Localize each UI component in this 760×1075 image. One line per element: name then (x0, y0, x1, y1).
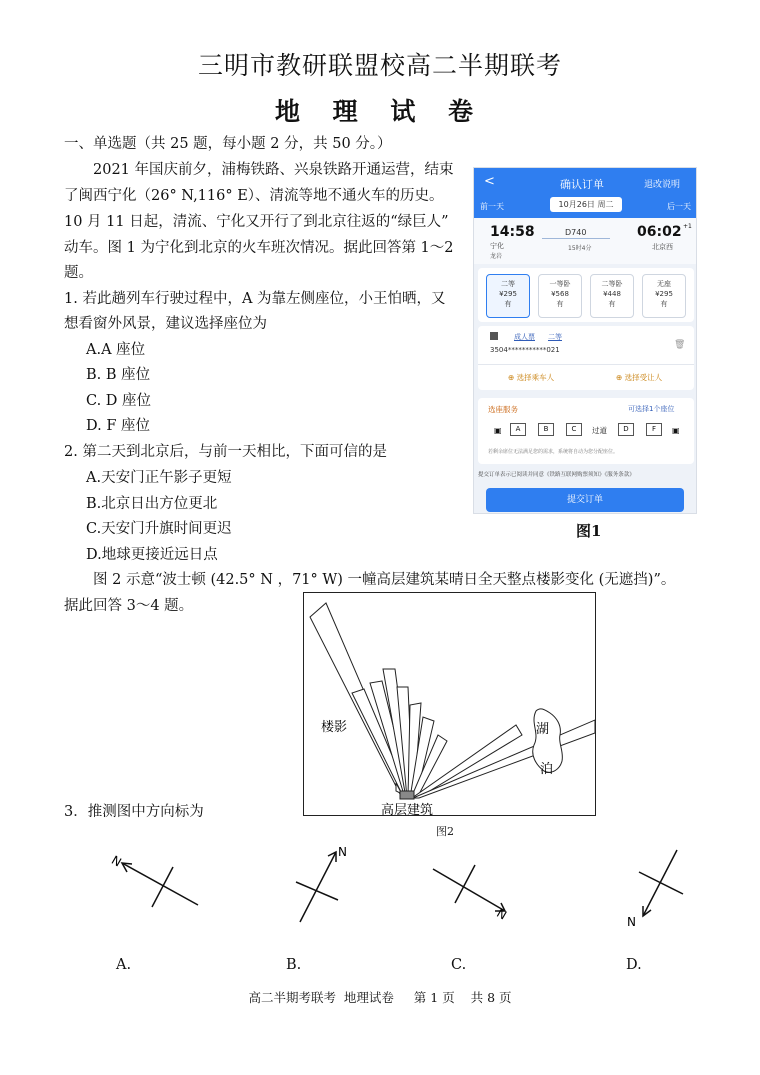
next-day-link: 后一天 (667, 202, 691, 211)
question-2-option: D.地球更接近远日点 (86, 547, 218, 563)
figure-2-caption: 图2 (436, 825, 454, 838)
figure-1-caption: 图1 (576, 522, 602, 540)
order-title: 确认订单 (560, 178, 604, 191)
refund-info-link: 退改说明 (644, 180, 681, 190)
seat-select-note: 若剩余席位无法满足您的需求，系统将自动为您分配座位。 (488, 449, 619, 455)
lake-label: 泊 (540, 762, 554, 777)
question-1-stem: 想看窗外风景，建议选择座位为 (64, 316, 267, 332)
north-label: N (338, 845, 347, 859)
order-header (474, 168, 697, 264)
intro-line: 2021 年国庆前夕，浦梅铁路、兴泉铁路开通运营，结束 (93, 162, 454, 178)
figure-2-diagram (303, 592, 596, 816)
seat-letter-box: A (510, 423, 526, 436)
ticket-type: 成人票 (514, 333, 535, 341)
question-2-option: A.天安门正午影子更短 (86, 470, 232, 486)
window-icon: ▣ (494, 426, 502, 435)
north-label: N (109, 852, 124, 870)
cross-line (152, 867, 173, 907)
figure-2-intro: 据此回答 3～4 题。 (64, 598, 194, 614)
route-line (542, 238, 610, 239)
building-label: 高层建筑 (381, 803, 434, 815)
choose-passenger: ⊕ 选择乘车人 (508, 373, 555, 382)
compass-option-c (425, 855, 525, 925)
cross-line (296, 882, 338, 900)
north-label: N (494, 905, 510, 923)
exam-subtitle: 地 理 试 卷 (274, 97, 486, 126)
seat-select-hint: 可选择1个座位 (628, 405, 675, 413)
next-day-mark: +1 (683, 223, 692, 230)
seat-selection-card (478, 398, 694, 464)
train-number: D740 (565, 228, 587, 237)
section-heading: 一、单选题（共 25 题，每小题 2 分，共 50 分。） (64, 136, 392, 152)
agreement-text: 提交订单表示已阅读并同意《铁路互联网购票须知》《服务条款》 (478, 472, 635, 478)
exam-title: 三明市教研联盟校高二半期联考 (197, 51, 562, 80)
intro-line: 10 月 11 日起，清流、宁化又开行了到北京往返的“绿巨人” (64, 214, 449, 230)
cross-line (639, 872, 683, 894)
seat-letter-box: F (646, 423, 662, 436)
back-icon: < (484, 174, 495, 189)
lake-label: 湖 (536, 722, 550, 737)
question-1-option: C. D 座位 (86, 393, 152, 409)
question-1-option: B. B 座位 (86, 367, 151, 383)
choose-beneficiary: ⊕ 选择受让人 (616, 373, 663, 382)
date-selector: 10月26日 周二 (550, 197, 622, 212)
figure-1-screenshot (473, 167, 697, 514)
north-label: N (627, 915, 636, 929)
shadow-strip (413, 720, 595, 798)
aisle-label: 过道 (592, 426, 607, 435)
train-duration: 15时4分 (568, 245, 592, 252)
question-3-option: A. (116, 957, 132, 973)
seat-class-list (478, 268, 694, 322)
passenger-id: 3504***********021 (490, 346, 560, 354)
arrive-time: 06:02 (637, 224, 682, 240)
depart-station: 宁化 (490, 242, 504, 250)
seat-letter-box: B (538, 423, 554, 436)
trash-icon: 🗑 (674, 340, 686, 350)
question-2-option: B.北京日出方位更北 (86, 496, 218, 512)
question-3-option: B. (286, 957, 302, 973)
seat-class-option: 无座 ¥295 有 (642, 274, 686, 318)
shadow-diagram (304, 593, 595, 815)
seat-select-label: 选座服务 (488, 405, 518, 414)
question-2-option: C.天安门升旗时间更迟 (86, 521, 232, 537)
question-1-option: A.A 座位 (86, 342, 146, 358)
direction-arrow (300, 852, 336, 922)
question-1-stem: 1. 若此趟列车行驶过程中，A 为靠左侧座位，小王怕晒，又 (64, 291, 446, 307)
train-info (474, 218, 697, 264)
building-footprint (400, 791, 414, 799)
question-3-option: D. (626, 957, 642, 973)
shadow-label: 楼影 (321, 720, 348, 735)
compass-option-b (280, 842, 370, 927)
question-3-stem: 3．推测图中方向标为 (64, 804, 204, 820)
prev-day-link: 前一天 (480, 202, 504, 211)
direction-arrow (122, 863, 198, 905)
question-1-option: D. F 座位 (86, 418, 150, 434)
compass-option-d (615, 842, 700, 932)
seat-class-option: 一等卧 ¥568 有 (538, 274, 582, 318)
depart-badge: 龙岩 (490, 253, 503, 260)
intro-line: 了闽西宁化（26° N,116° E）、清流等地不通火车的历史。 (64, 188, 444, 204)
divider (478, 364, 694, 365)
figure-2-intro: 图 2 示意“波士顿 (42.5° N ，71° W) 一幢高层建筑某晴日全天整点楼影变化 (无遮挡)”。 (93, 572, 676, 588)
passenger-icon (490, 332, 498, 340)
seat-letter-box: D (618, 423, 634, 436)
ticket-class: 二等 (548, 333, 562, 341)
compass-option-a (100, 845, 210, 920)
passenger-card (478, 326, 694, 390)
question-3-option: C. (451, 957, 467, 973)
intro-line: 题。 (64, 265, 93, 281)
seat-letter-box: C (566, 423, 582, 436)
seat-class-option: 二等 ¥295 有 (486, 274, 530, 318)
seat-class-option: 二等卧 ¥448 有 (590, 274, 634, 318)
window-icon: ▣ (672, 426, 680, 435)
page-footer: 高二半期考联考 地理试卷 第 1 页 共 8 页 (248, 990, 512, 1005)
arrive-station: 北京西 (652, 243, 673, 251)
question-2-stem: 2. 第二天到北京后，与前一天相比，下面可信的是 (64, 444, 387, 460)
intro-line: 动车。图 1 为宁化到北京的火车班次情况。据此回答第 1～2 (64, 240, 454, 256)
submit-order-button: 提交订单 (486, 488, 684, 512)
depart-time: 14:58 (490, 224, 535, 240)
